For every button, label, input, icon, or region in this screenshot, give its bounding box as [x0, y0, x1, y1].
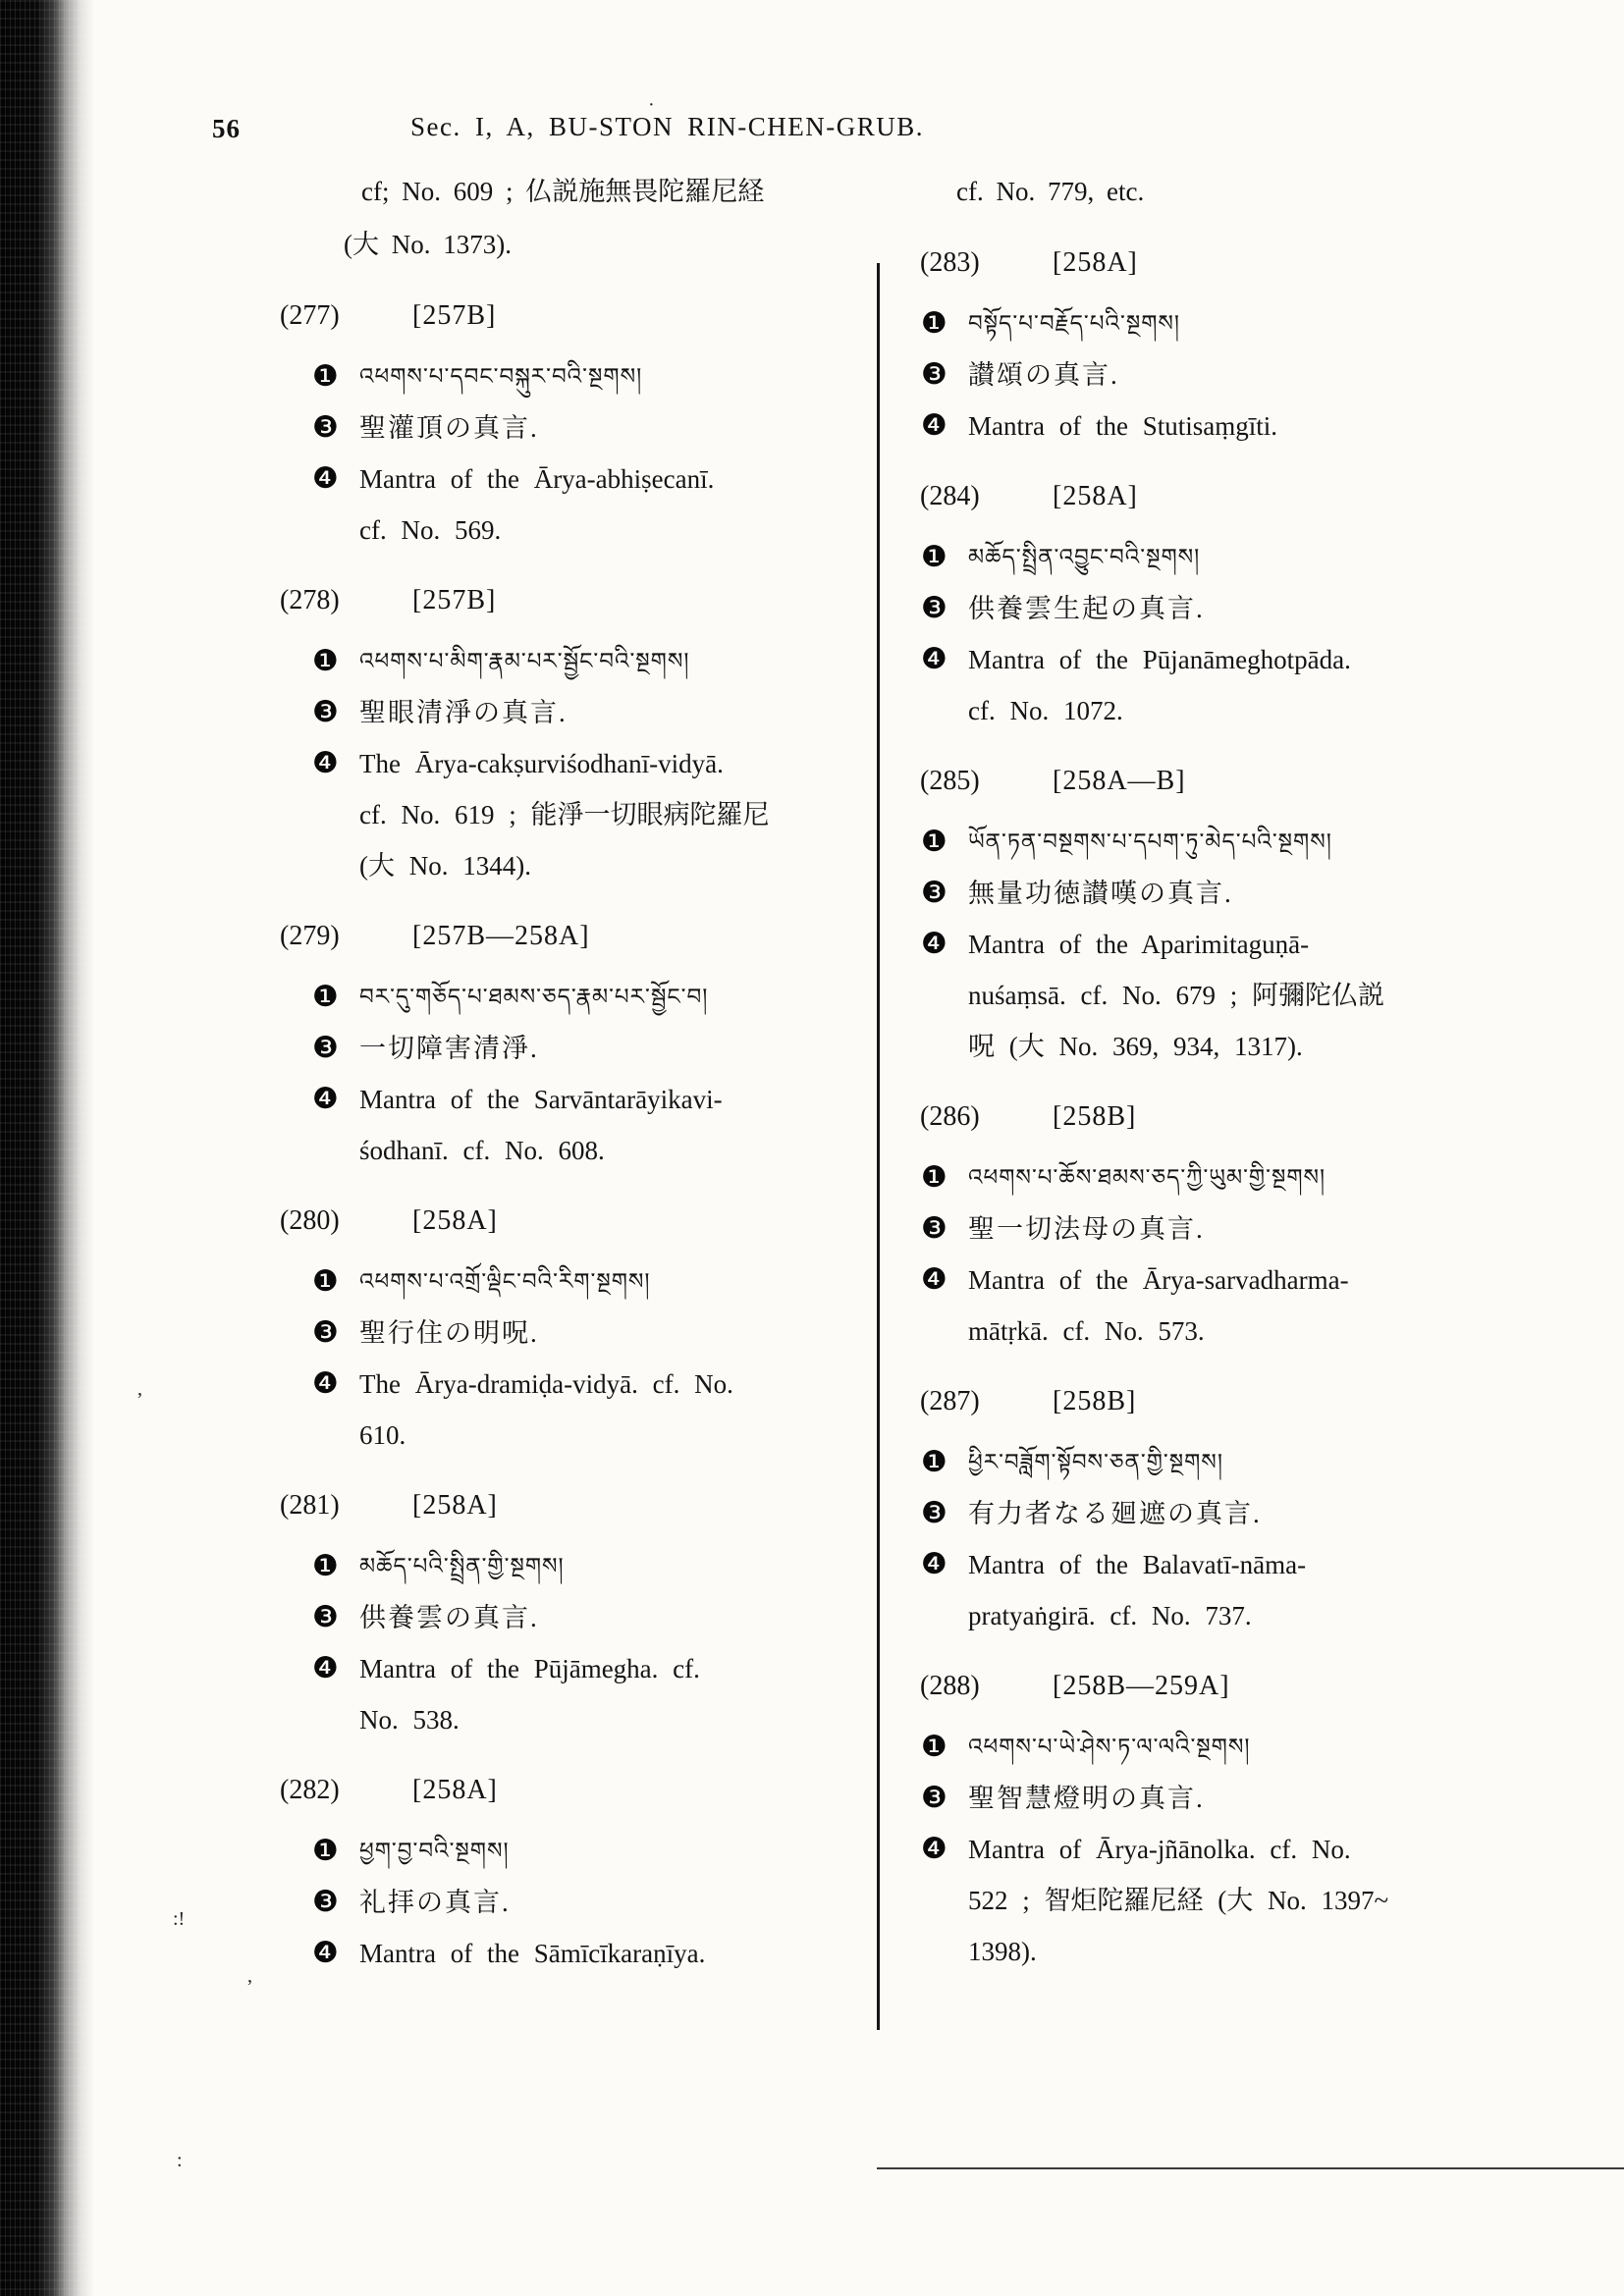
folio-reference: [257B]	[412, 585, 497, 615]
circled-3-icon: ❸	[921, 876, 947, 910]
english-title-lines	[968, 927, 1384, 1064]
english-title-line: No. 538.	[359, 1705, 460, 1735]
catalog-entry	[226, 583, 770, 883]
right-column	[915, 173, 1389, 1985]
catalog-entry	[226, 298, 715, 548]
entry-line-tibetan	[312, 1549, 638, 1584]
circled-1-icon: ❶	[312, 359, 339, 394]
japanese-title: 供養雲の真言.	[359, 1603, 539, 1632]
entry-line-english	[312, 461, 715, 548]
circled-4-icon: ❹	[921, 1262, 947, 1297]
english-title-line: Mantra of the Pūjanāmeghotpāda.	[968, 645, 1351, 674]
folio-reference: [258B—259A]	[1053, 1671, 1230, 1701]
circled-1-icon: ❶	[921, 1730, 947, 1764]
entry-line-japanese	[921, 591, 1367, 626]
english-title-lines	[968, 408, 1367, 444]
circled-3-icon: ❸	[921, 591, 947, 625]
english-title-line: (大 No. 1344).	[359, 851, 531, 881]
scan-speck: ·	[648, 94, 655, 116]
catalog-entry	[226, 919, 723, 1168]
continuation-line: cf; No. 609 ; 仏説施無畏陀羅尼経	[361, 177, 765, 206]
japanese-title: 有力者なる廻遮の真言.	[968, 1499, 1262, 1528]
tibetan-title: འཕགས་པ་དབང་བསྐུར་བའི་སྔགས།	[359, 364, 643, 389]
english-title-lines	[359, 1651, 700, 1737]
english-title-lines	[968, 1262, 1367, 1349]
circled-4-icon: ❹	[312, 1936, 339, 1970]
entry-line-english	[312, 1651, 700, 1737]
tibetan-title: མཆོད་སྤྲིན་འབྱུང་བའི་སྔགས།	[968, 545, 1201, 569]
circled-3-icon: ❸	[312, 1600, 339, 1634]
japanese-title: 供養雲生起の真言.	[968, 594, 1205, 623]
circled-4-icon: ❹	[921, 408, 947, 443]
english-title-line: Mantra of the Ārya-sarvadharma-	[968, 1265, 1349, 1295]
english-title-line: Mantra of the Balavatī-nāma-	[968, 1550, 1307, 1579]
english-title-line: 呪 (大 No. 369, 934, 1317).	[968, 1032, 1303, 1061]
circled-3-icon: ❸	[312, 1315, 339, 1350]
entry-heading	[280, 298, 638, 334]
english-title-line: cf. No. 1072.	[968, 696, 1123, 725]
circled-4-icon: ❹	[312, 746, 339, 780]
entry-line-tibetan	[312, 1264, 651, 1300]
entry-line-english	[921, 927, 1384, 1064]
circled-3-icon: ❸	[312, 1885, 339, 1919]
tibetan-title: ཕྱག་བྱ་བའི་སྔགས།	[359, 1839, 510, 1863]
entry-line-tibetan	[921, 1160, 1367, 1196]
catalog-entry	[915, 1099, 1367, 1349]
entry-heading	[920, 1669, 1367, 1704]
english-title-line: 522 ; 智炬陀羅尼経 (大 No. 1397~	[968, 1886, 1389, 1915]
entry-heading	[920, 764, 1367, 799]
circled-1-icon: ❶	[921, 1160, 947, 1195]
entry-line-japanese	[312, 695, 638, 730]
circled-1-icon: ❶	[921, 1445, 947, 1479]
circled-1-icon: ❶	[921, 825, 947, 859]
scan-speck: :	[177, 2150, 183, 2171]
entry-line-english	[921, 1832, 1389, 1969]
entry-continuation	[956, 173, 1367, 210]
column-divider-rule	[877, 263, 880, 2030]
english-title-lines	[968, 642, 1367, 728]
circled-4-icon: ❹	[921, 642, 947, 676]
tibetan-title: ཕྱིར་བཟློག་སྟོབས་ཅན་གྱི་སྔགས།	[968, 1450, 1223, 1474]
circled-3-icon: ❸	[921, 357, 947, 392]
english-title-lines	[359, 1366, 733, 1453]
entry-number: (283)	[920, 247, 980, 278]
circled-4-icon: ❹	[312, 1651, 339, 1685]
circled-1-icon: ❶	[312, 644, 339, 678]
english-title-line: 1398).	[968, 1937, 1037, 1966]
circled-1-icon: ❶	[921, 540, 947, 574]
circled-3-icon: ❸	[312, 1031, 339, 1065]
circled-4-icon: ❹	[312, 1082, 339, 1116]
entry-number: (285)	[920, 766, 980, 796]
left-column	[226, 173, 770, 1987]
circled-4-icon: ❹	[921, 1832, 947, 1866]
english-title-line: Mantra of the Stutisaṃgīti.	[968, 411, 1277, 441]
entry-line-tibetan	[921, 825, 1367, 860]
entry-number: (277)	[280, 300, 340, 331]
entry-number: (284)	[920, 481, 980, 511]
entry-number: (279)	[280, 921, 340, 951]
entry-line-english	[921, 408, 1367, 444]
continuation-line: (大 No. 1373).	[344, 230, 512, 259]
bottom-edge-rule	[877, 2167, 1624, 2169]
entry-number: (282)	[280, 1775, 340, 1805]
tibetan-title: འཕགས་པ་འགྲོ་ལྡིང་བའི་རིག་སྔགས།	[359, 1269, 651, 1294]
english-title-line: Mantra of Ārya-jñānolka. cf. No.	[968, 1835, 1351, 1864]
english-title-line: nuśaṃsā. cf. No. 679 ; 阿彌陀仏説	[968, 981, 1384, 1010]
japanese-title: 聖行住の明呪.	[359, 1318, 539, 1348]
english-title-line: cf. No. 569.	[359, 515, 502, 545]
japanese-title: 聖一切法母の真言.	[968, 1214, 1205, 1244]
folio-reference: [258B]	[1053, 1101, 1137, 1132]
english-title-line: Mantra of the Sarvāntarāyikavi-	[359, 1085, 723, 1114]
circled-3-icon: ❸	[312, 695, 339, 729]
english-title-line: 610.	[359, 1420, 406, 1450]
entry-line-japanese	[312, 1600, 638, 1635]
entry-line-english	[921, 1547, 1367, 1633]
english-title-line: Mantra of the Sāmīcīkaraṇīya.	[359, 1939, 706, 1968]
entry-line-tibetan	[921, 1445, 1367, 1480]
circled-4-icon: ❹	[921, 1547, 947, 1581]
folio-reference: [258A]	[1053, 481, 1138, 511]
entry-heading	[920, 1384, 1367, 1419]
entry-heading	[920, 479, 1367, 514]
japanese-title: 礼拝の真言.	[359, 1888, 511, 1917]
entry-line-japanese	[921, 876, 1367, 911]
english-title-lines	[359, 461, 714, 548]
japanese-title: 一切障害清淨.	[359, 1034, 539, 1063]
english-title-line: mātṛkā. cf. No. 573.	[968, 1316, 1205, 1346]
circled-3-icon: ❸	[312, 410, 339, 445]
circled-4-icon: ❹	[312, 1366, 339, 1401]
circled-1-icon: ❶	[312, 1264, 339, 1299]
english-title-lines	[359, 1936, 705, 1971]
scan-speck: :!	[173, 1908, 186, 1930]
entry-line-tibetan	[921, 1730, 1367, 1765]
entry-line-japanese	[312, 1315, 638, 1351]
entry-continuation	[344, 173, 765, 263]
entry-heading	[280, 1203, 638, 1239]
tibetan-title: བསྟོད་པ་བརྗོད་པའི་སྔགས།	[968, 311, 1181, 336]
entry-number: (286)	[920, 1101, 980, 1132]
tibetan-title: མཆོད་པའི་སྤྲིན་གྱི་སྔགས།	[359, 1554, 565, 1578]
running-header: Sec. I, A, BU-STON RIN-CHEN-GRUB.	[410, 112, 924, 141]
japanese-title: 無量功徳讃嘆の真言.	[968, 879, 1233, 908]
entry-line-japanese	[312, 410, 638, 446]
folio-reference: [257B—258A]	[412, 921, 590, 951]
catalog-entry	[915, 764, 1384, 1064]
english-title-line: cf. No. 619 ; 能淨一切眼病陀羅尼	[359, 800, 770, 829]
entry-line-japanese	[312, 1885, 638, 1920]
english-title-lines	[359, 746, 769, 883]
entry-line-tibetan	[312, 644, 690, 679]
english-title-line: śodhanī. cf. No. 608.	[359, 1136, 605, 1165]
english-title-lines	[359, 1082, 723, 1168]
folio-reference: [258A]	[412, 1205, 498, 1236]
entry-heading	[280, 583, 638, 618]
english-title-line: Mantra of the Ārya-abhiṣecanī.	[359, 464, 715, 494]
english-title-lines	[968, 1547, 1367, 1633]
circled-1-icon: ❶	[312, 1549, 339, 1583]
english-title-line: Mantra of the Aparimitaguṇā-	[968, 930, 1310, 959]
english-title-lines	[968, 1832, 1388, 1969]
entry-line-tibetan	[312, 1834, 638, 1869]
entry-line-japanese	[921, 1211, 1367, 1247]
scan-speck: ,	[137, 1378, 142, 1400]
entry-heading	[280, 1488, 638, 1523]
page-number: 56	[212, 114, 241, 143]
entry-line-tibetan	[312, 359, 643, 395]
english-title-line: The Ārya-dramiḍa-vidyā. cf. No.	[359, 1369, 733, 1399]
continuation-line: cf. No. 779, etc.	[956, 177, 1145, 206]
entry-line-japanese	[921, 1781, 1367, 1816]
entry-line-english	[312, 1936, 706, 1971]
tibetan-title: འཕགས་པ་མིག་རྣམ་པར་སྦྱོང་བའི་སྔགས།	[359, 649, 690, 673]
catalog-entry	[226, 1773, 706, 1971]
folio-reference: [257B]	[412, 300, 497, 331]
entry-line-english	[921, 642, 1367, 728]
circled-3-icon: ❸	[921, 1496, 947, 1530]
entry-heading	[280, 1773, 638, 1808]
catalog-entry	[915, 245, 1367, 444]
japanese-title: 聖智慧燈明の真言.	[968, 1784, 1205, 1813]
circled-3-icon: ❸	[921, 1211, 947, 1246]
entry-number: (288)	[920, 1671, 980, 1701]
entry-number: (287)	[920, 1386, 980, 1416]
scan-speck: ,	[247, 1965, 252, 1987]
entry-number: (280)	[280, 1205, 340, 1236]
entry-heading	[920, 1099, 1367, 1135]
entry-line-tibetan	[312, 980, 709, 1015]
folio-reference: [258A—B]	[1053, 766, 1186, 796]
folio-reference: [258A]	[1053, 247, 1138, 278]
tibetan-title: འཕགས་པ་ཡེ་ཤེས་ཏ་ལ་ལའི་སྔགས།	[968, 1735, 1251, 1759]
entry-heading	[920, 245, 1367, 281]
entry-line-japanese	[921, 1496, 1367, 1531]
entry-line-japanese	[921, 357, 1367, 393]
catalog-entry	[915, 1384, 1367, 1633]
entry-line-japanese	[312, 1031, 638, 1066]
japanese-title: 讃頌の真言.	[968, 360, 1119, 390]
entry-line-english	[921, 1262, 1367, 1349]
english-title-line: pratyaṅgirā. cf. No. 737.	[968, 1601, 1252, 1630]
entry-line-english	[312, 1366, 733, 1453]
circled-4-icon: ❹	[921, 927, 947, 961]
folio-reference: [258A]	[412, 1775, 498, 1805]
tibetan-title: འཕགས་པ་ཆོས་ཐམས་ཅད་ཀྱི་ཡུམ་གྱི་སྔགས།	[968, 1165, 1326, 1190]
japanese-title: 聖灌頂の真言.	[359, 413, 539, 443]
entry-heading	[280, 919, 638, 954]
circled-1-icon: ❶	[312, 980, 339, 1014]
catalog-entry	[226, 1203, 733, 1453]
circled-3-icon: ❸	[921, 1781, 947, 1815]
catalog-entry	[915, 479, 1367, 728]
entry-line-tibetan	[921, 306, 1367, 342]
tibetan-title: ཡོན་ཏན་བསྔགས་པ་དཔག་ཏུ་མེད་པའི་སྔགས།	[968, 829, 1332, 854]
folio-reference: [258A]	[412, 1490, 498, 1521]
english-title-line: Mantra of the Pūjāmegha. cf.	[359, 1654, 700, 1683]
entry-line-english	[312, 746, 770, 883]
english-title-line: The Ārya-cakṣurviśodhanī-vidyā.	[359, 749, 724, 778]
circled-4-icon: ❹	[312, 461, 339, 496]
entry-number: (281)	[280, 1490, 340, 1521]
catalog-entry	[915, 1669, 1389, 1969]
circled-1-icon: ❶	[312, 1834, 339, 1868]
scan-artifact-left-band	[0, 0, 94, 2296]
entry-line-english	[312, 1082, 723, 1168]
catalog-entry	[226, 1488, 700, 1737]
japanese-title: 聖眼清淨の真言.	[359, 698, 568, 727]
circled-1-icon: ❶	[921, 306, 947, 341]
tibetan-title: བར་དུ་གཅོད་པ་ཐམས་ཅད་རྣམ་པར་སྦྱོང་བ།	[359, 985, 709, 1009]
entry-line-tibetan	[921, 540, 1367, 575]
entry-number: (278)	[280, 585, 340, 615]
folio-reference: [258B]	[1053, 1386, 1137, 1416]
